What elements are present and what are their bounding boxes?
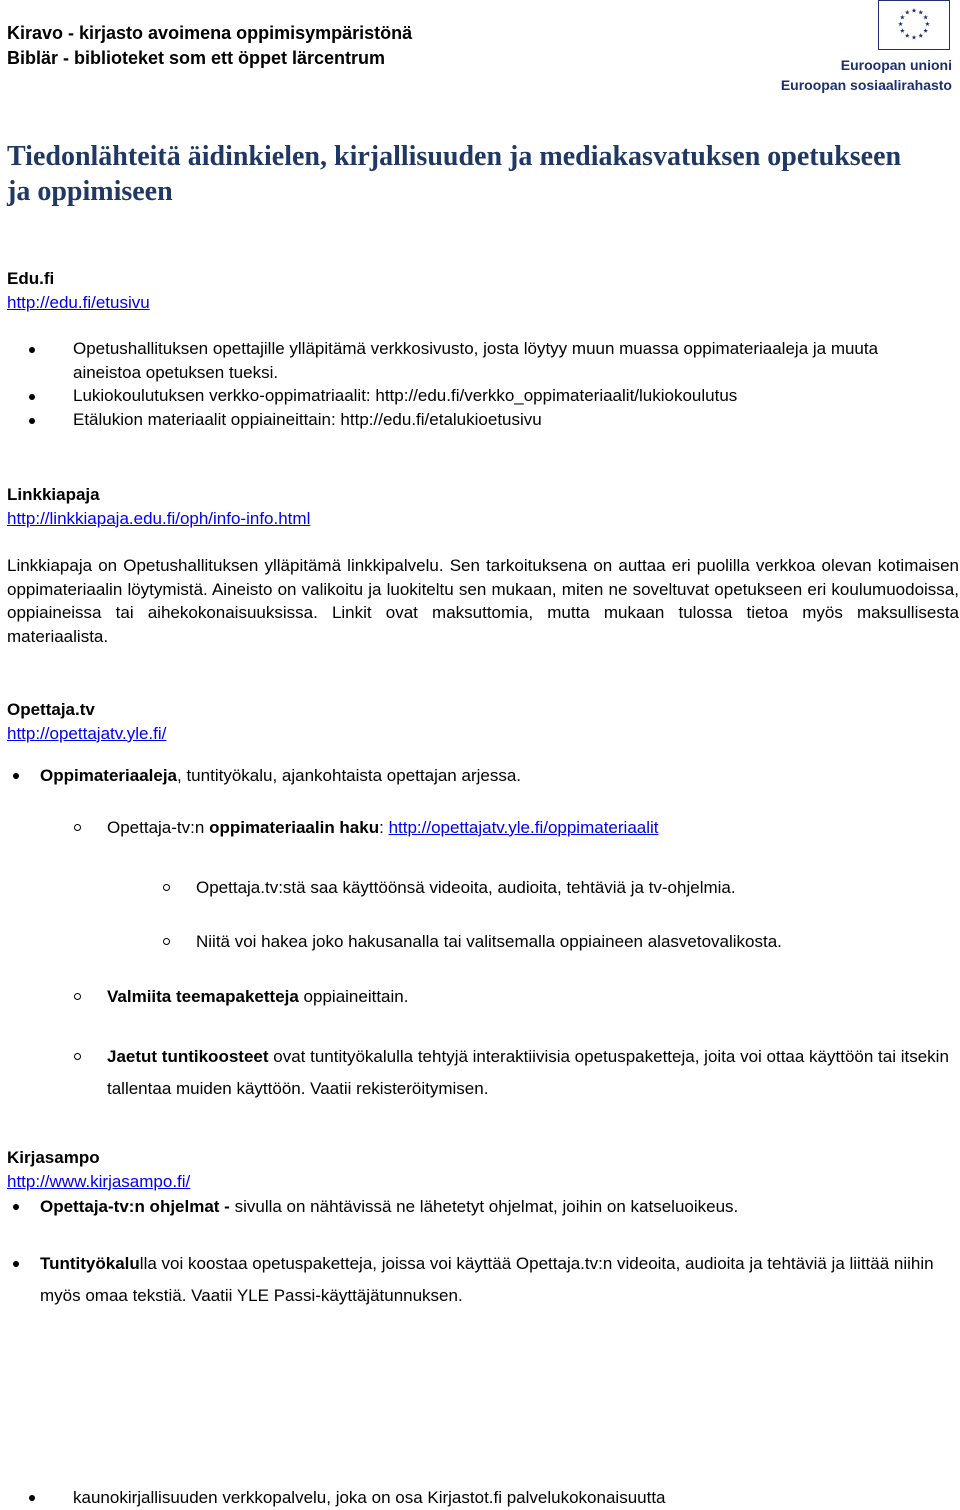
- list-item: Lukiokoulutuksen verkko-oppimatriaalit: http://edu.fi/verkko_oppimateriaalit/lukiokoulutus: [7, 384, 887, 408]
- eu-star-icon: [925, 22, 930, 27]
- eu-star-icon: [905, 33, 910, 38]
- item-bold: Opettaja-tv:n ohjelmat -: [40, 1196, 230, 1216]
- eu-union-text: Euroopan unioni: [840, 57, 952, 73]
- opettajatv-subsub-2: Niitä voi hakea joko hakusanalla tai valitsemalla oppiaineen alasvetovalikosta.: [7, 930, 956, 954]
- opettajatv-sub-tuntikoosteet: [7, 1041, 957, 1105]
- oppimateriaalit-link[interactable]: http://opettajatv.yle.fi/oppimateriaalit: [388, 817, 659, 837]
- sub-text: oppiaineittain.: [298, 987, 409, 1006]
- kirjasampo-heading: Kirjasampo: [7, 1148, 100, 1167]
- opettajatv-sub-haku: [7, 816, 957, 840]
- opettajatv-sub-teemapaketit: [7, 985, 957, 1009]
- edufi-heading: Edu.fi: [7, 269, 55, 288]
- sub-bold: Valmiita teemapaketteja: [107, 987, 299, 1006]
- linkkiapaja-paragraph: Linkkiapaja on Opetushallituksen ylläpitämä linkkipalvelu. Sen tarkoituksena on auttaa eri puolilla verkkoa olevan kotimaisen oppimateriaalin löytymistä. Aineisto on valikoitu ja luokiteltu sen mukaan, miten ne soveltuvat opetukseen eri koulumuodoissa, oppiaineissa tai aihekokonaisuuksissa. Linkit ovat maksuttomia, mutta mukaan tulossa tietoa myös maksullisesta materiaalista.: [7, 556, 959, 646]
- sub-prefix: Opettaja-tv:n: [107, 817, 210, 837]
- header-line-2: Biblär - biblioteket som ett öppet lärcentrum: [7, 48, 386, 68]
- section-edufi: [7, 267, 957, 314]
- item-text: lla voi koostaa opetuspaketteja, joissa voi käyttää Opettaja.tv:n videoita, audioita ja tehtäviä ja liittää niihin myös omaa tekstiä. Vaatii YLE Passi-käyttäjätunnuksen.: [40, 1254, 934, 1305]
- linkkiapaja-link[interactable]: http://linkkiapaja.edu.fi/oph/info-info.html: [7, 508, 311, 528]
- kirjasampo-link[interactable]: http://www.kirjasampo.fi/: [7, 1171, 191, 1191]
- page-title: Tiedonlähteitä äidinkielen, kirjallisuuden ja mediakasvatuksen opetukseen ja oppimiseen: [7, 141, 902, 207]
- header-line-1: Kiravo - kirjasto avoimena oppimisympäristönä: [7, 23, 413, 43]
- eu-stars: [879, 1, 949, 49]
- edufi-link[interactable]: http://edu.fi/etusivu: [7, 292, 150, 312]
- opettajatv-item-tuntityokalu: [7, 1248, 950, 1312]
- kirjasampo-item: kaunokirjallisuuden verkkopalvelu, joka on osa Kirjastot.fi palvelukokonaisuutta: [7, 1486, 953, 1510]
- item-text: , tuntityökalu, ajankohtaista opettajan arjessa.: [177, 766, 522, 785]
- linkkiapaja-heading: Linkkiapaja: [7, 485, 100, 504]
- eu-star-icon: [900, 15, 905, 20]
- item-bold: Tuntityökalu: [40, 1254, 140, 1273]
- section-kirjasampo: [7, 1146, 957, 1193]
- item-text: sivulla on nähtävissä ne lähetetyt ohjelmat, joihin on katseluoikeus.: [229, 1196, 739, 1216]
- eu-star-icon: [898, 22, 903, 27]
- opettajatv-item-oppimateriaaleja: [7, 764, 950, 788]
- eu-logo: [780, 0, 960, 100]
- section-opettajatv: [7, 698, 957, 745]
- list-item: Etälukion materiaalit oppiaineittain: http://edu.fi/etalukioetusivu: [7, 408, 887, 432]
- eu-star-icon: [918, 33, 923, 38]
- eu-star-icon: [923, 15, 928, 20]
- eu-star-icon: [912, 8, 917, 13]
- opettajatv-link[interactable]: http://opettajatv.yle.fi/: [7, 723, 167, 743]
- header: [7, 21, 412, 71]
- eu-flag-icon: [878, 0, 950, 50]
- edufi-list: [7, 337, 887, 431]
- opettajatv-heading: Opettaja.tv: [7, 700, 95, 719]
- section-linkkiapaja: [7, 483, 957, 530]
- eu-star-icon: [900, 28, 905, 33]
- eu-star-icon: [923, 28, 928, 33]
- eu-star-icon: [918, 10, 923, 15]
- list-item: Opetushallituksen opettajille ylläpitämä verkkosivusto, josta löytyy muun muassa oppimateriaaleja ja muuta aineistoa opetuksen tueksi.: [7, 337, 887, 384]
- item-bold: Oppimateriaaleja: [40, 766, 178, 785]
- sub-bold: oppimateriaalin haku: [209, 817, 380, 837]
- eu-star-icon: [905, 10, 910, 15]
- eu-star-icon: [912, 35, 917, 40]
- sub-colon: :: [379, 817, 389, 837]
- opettajatv-subsub-1: Opettaja.tv:stä saa käyttöönsä videoita, audioita, tehtäviä ja tv-ohjelmia.: [7, 876, 956, 900]
- eu-fund-text: Euroopan sosiaalirahasto: [780, 77, 952, 93]
- opettajatv-item-ohjelmat: [7, 1195, 950, 1219]
- sub-text: ovat tuntityökalulla tehtyjä interaktiivisia opetuspaketteja, joita voi ottaa käyttöön tai itsekin tallentaa muiden käyttöön. Vaatii rekisteröitymisen.: [107, 1046, 949, 1098]
- sub-bold: Jaetut tuntikoosteet: [107, 1046, 269, 1066]
